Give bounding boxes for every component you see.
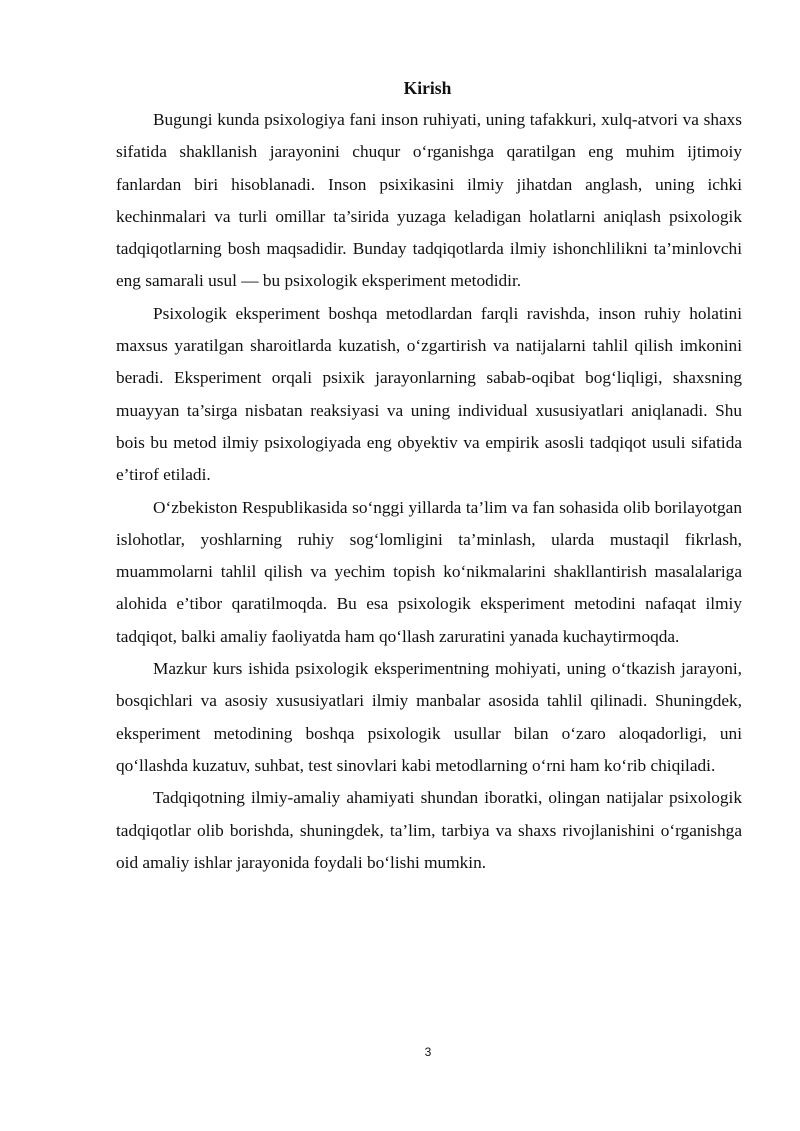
page-number: 3 [424,1045,432,1059]
paragraph-1: Bugungi kunda psixologiya fani inson ruhiyati, uning tafakkuri, xulq-atvori va shaxs sifatida shakllanish jarayonini chuqur o‘rganishga qaratilgan eng muhim ijtimoiy fanlardan biri hisoblanadi. Inson psixikasini ilmiy jihatdan anglash, uning ichki kechinmalari va turli omillar ta’sirida yuzaga keladigan holatlarni aniqlash psixologik tadqiqotlarning bosh maqsadidir. Bunday tadqiqotlarda ilmiy ishonchlilikni ta’minlovchi eng samarali usul — bu psixologik eksperiment metodidir. [116,110,742,291]
paragraph-3: O‘zbekiston Respublikasida so‘nggi yillarda ta’lim va fan sohasida olib borilayotgan islohotlar, yoshlarning ruhiy sog‘lomligini ta’minlash, ularda mustaqil fikrlash, muammolarni tahlil qilish va yechim topish ko‘nikmalarini shakllantirish masalalariga alohida e’tibor qaratilmoqda. Bu esa psixologik eksperiment metodini nafaqat ilmiy tadqiqot, balki amaliy faoliyatda ham qo‘llash zaruratini yanada kuchaytirmoqda. [116,497,742,646]
paragraph-4: Mazkur kurs ishida psixologik eksperimentning mohiyati, uning o‘tkazish jarayoni, bosqichlari va asosiy xususiyatlari ilmiy manbalar asosida tahlil qilinadi. Shuningdek, eksperiment metodining boshqa psixologik usullar bilan o‘zaro aloqadorligi, uni qo‘llashda kuzatuv, suhbat, test sinovlari kabi metodlarning o‘rni ham ko‘rib chiqiladi. [116,659,742,775]
document-body [116,104,742,879]
paragraph-5: Tadqiqotning ilmiy-amaliy ahamiyati shundan iboratki, olingan natijalar psixologik tadqiqotlar olib borishda, shuningdek, ta’lim, tarbiya va shaxs rivojlanishini o‘rganishga oid amaliy ishlar jarayonida foydali bo‘lishi mumkin. [116,788,742,872]
paragraph-2: Psixologik eksperiment boshqa metodlardan farqli ravishda, inson ruhiy holatini maxsus yaratilgan sharoitlarda kuzatish, o‘zgartirish va natijalarni tahlil qilish imkonini beradi. Eksperiment orqali psixik jarayonlarning sabab-oqibat bog‘liqligi, shaxsning muayyan ta’sirga nisbatan reaksiyasi va uning individual xususiyatlari aniqlanadi. Shu bois bu metod ilmiy psixologiyada eng obyektiv va empirik asosli tadqiqot usuli sifatida e’tirof etiladi. [116,303,742,485]
page-title: Kirish [403,78,452,98]
